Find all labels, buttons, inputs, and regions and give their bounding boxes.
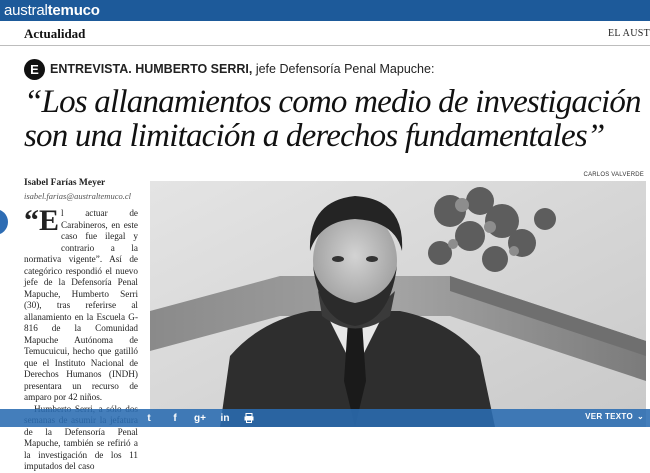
headline: “Los allanamientos como medio de investigación son una limitación a derechos fundamentales” — [24, 84, 641, 154]
ver-texto-label: VER TEXTO — [585, 412, 633, 421]
article-paragraph-2: de la Defensoría Penal Mapuche, también se refirió a la investigación de los 11 imputados del caso — [24, 426, 138, 471]
paper-name: EL AUST — [607, 28, 650, 39]
twitter-icon[interactable]: t — [147, 412, 151, 424]
logo-bold-text: temuco — [47, 2, 100, 19]
interview-badge-icon: E — [24, 59, 45, 80]
article-photo — [150, 181, 646, 427]
section-title: Actualidad — [24, 26, 86, 41]
author-name: Isabel Farías Meyer — [24, 178, 106, 188]
kicker-name: HUMBERTO SERRI, — [135, 62, 253, 76]
googleplus-icon[interactable]: g+ — [194, 412, 206, 424]
kicker — [24, 58, 434, 80]
chevron-down-icon: ⌄ — [636, 412, 644, 421]
top-bar — [0, 0, 650, 21]
kicker-label: ENTREVISTA. — [50, 62, 132, 76]
site-logo[interactable] — [4, 2, 100, 19]
previous-page-tab[interactable] — [0, 209, 8, 235]
logo-light-text: austral — [4, 2, 48, 19]
facebook-icon[interactable]: f — [173, 412, 177, 424]
portrait-image — [150, 181, 646, 427]
drop-cap: “E — [24, 204, 60, 237]
section-header — [0, 22, 650, 46]
linkedin-icon[interactable]: in — [220, 412, 230, 424]
kicker-role: jefe Defensoría Penal Mapuche: — [252, 62, 435, 76]
print-icon[interactable] — [242, 411, 256, 425]
printer-glyph — [244, 413, 254, 423]
share-toolbar — [0, 409, 650, 427]
article-paragraph-1: l actuar de Carabineros, en este caso fue ilegal y contrario a la normativa vigente”. Así de categórico respondió el nuevo jefe de la Defensoría Penal Mapuche, Humberto Serri (30), tras referirse al allanamiento en la Escuela G-816 de la Comunidad Mapuche Autónoma de Temucuicui, hecho que gatilló que el Instituto Nacional de Derechos Humanos (INDH) presentara un recurso de amparo por 42 niños. — [24, 208, 138, 402]
author-email[interactable]: isabel.farias@australtemuco.cl — [24, 191, 131, 201]
photo-credit: CARLOS VALVERDE — [583, 172, 644, 178]
ver-texto-button[interactable] — [585, 412, 644, 421]
article-body — [24, 204, 138, 473]
kicker-text — [50, 62, 434, 76]
